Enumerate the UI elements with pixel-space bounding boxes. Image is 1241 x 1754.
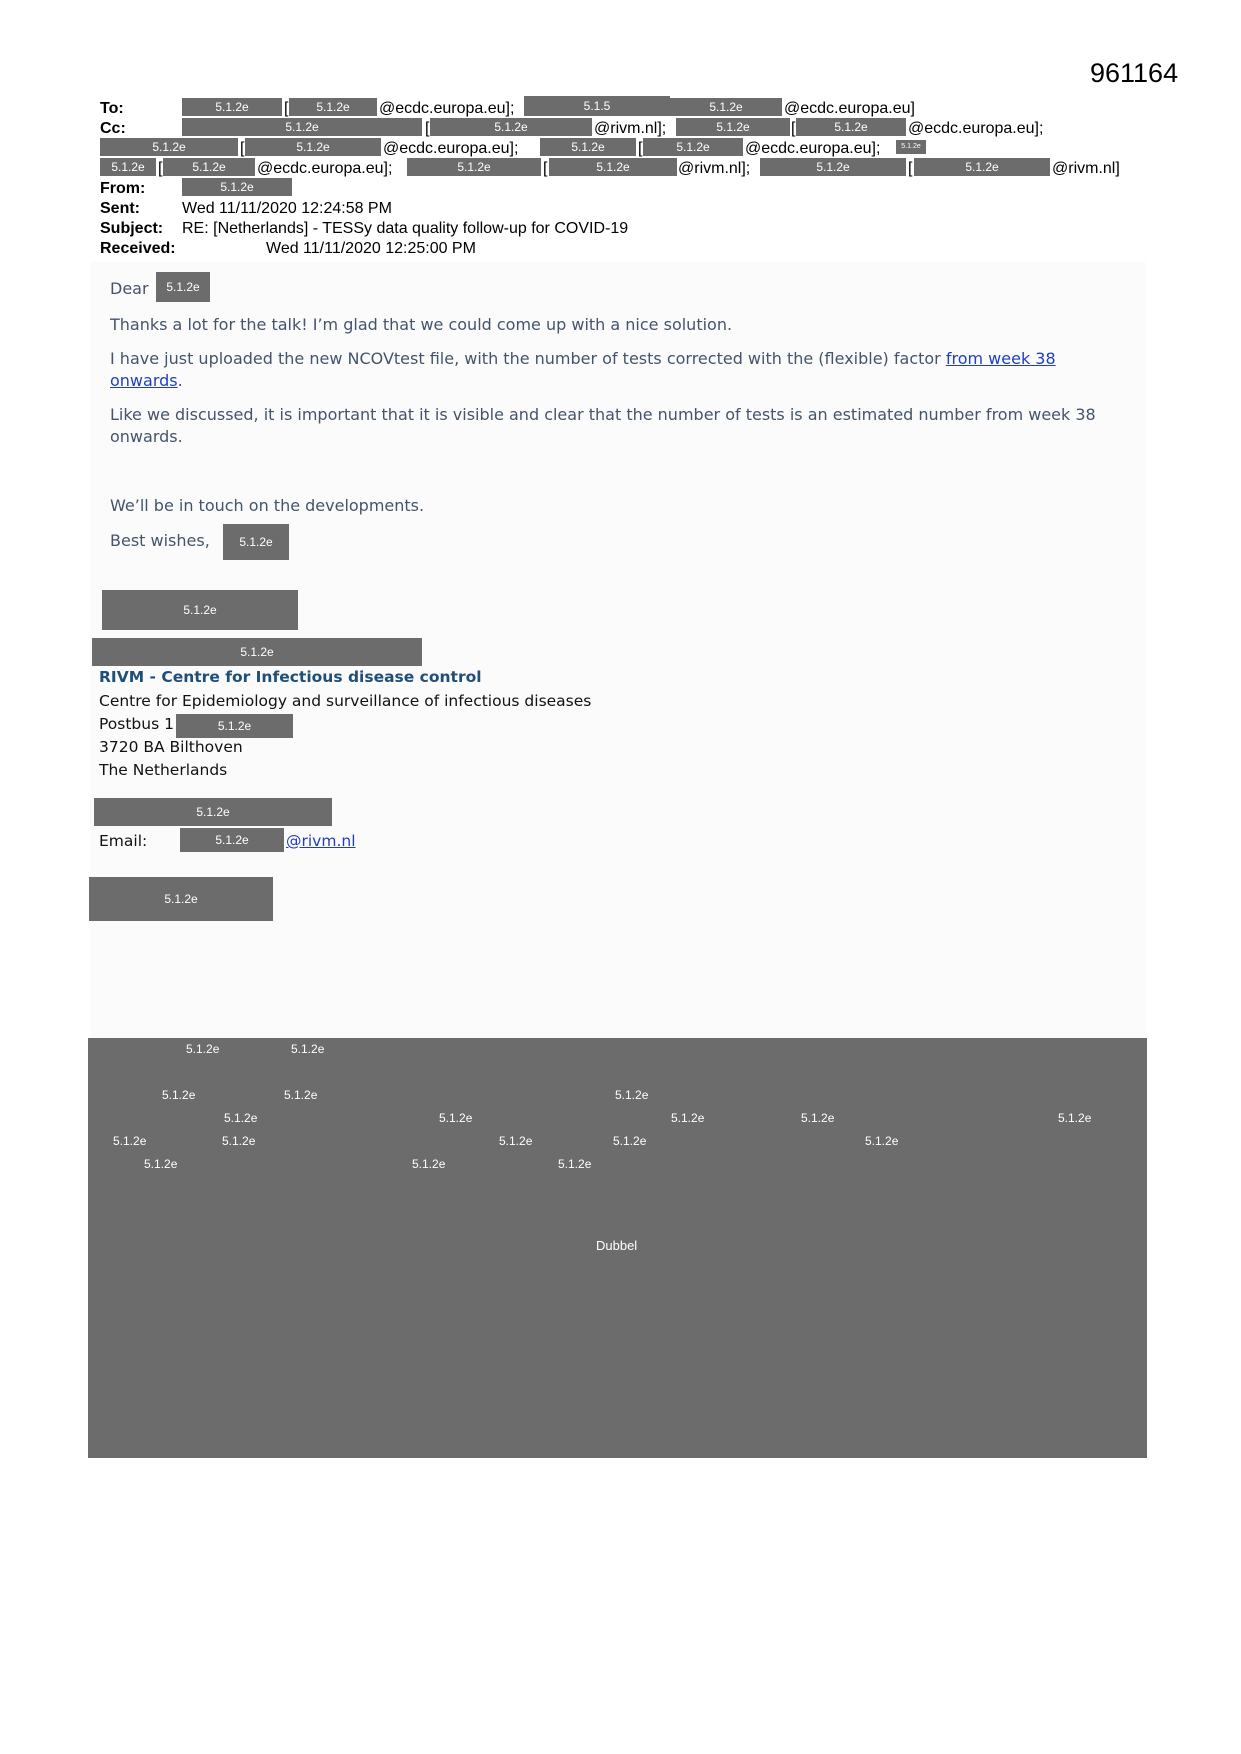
redaction-box: 5.1.2e: [100, 158, 156, 176]
redaction-code: 5.1.2e: [186, 1042, 220, 1056]
redaction-box: 5.1.2e: [289, 98, 377, 116]
redaction-box: 5.1.2e: [760, 158, 906, 176]
redaction-box: 5.1.2e: [94, 798, 332, 826]
to-label: To:: [100, 100, 124, 117]
email-domain: @rivm.nl]: [1052, 160, 1120, 177]
bracket: [: [158, 160, 163, 177]
email-domain: @ecdc.europa.eu]: [784, 100, 915, 117]
subject-value: RE: [Netherlands] - TESSy data quality follow-up for COVID-19: [182, 220, 629, 237]
redaction-box: 5.1.5: [524, 96, 670, 116]
bracket: [: [425, 120, 430, 137]
redaction-box: 5.1.2e: [182, 118, 422, 136]
bracket: [: [638, 140, 643, 157]
bracket: [: [240, 140, 245, 157]
paragraph-1: Thanks a lot for the talk! I’m glad that we could come up with a nice solution.: [110, 315, 733, 334]
redaction-code: 5.1.2e: [671, 1111, 705, 1125]
redaction-box: 5.1.2e: [670, 98, 782, 116]
redaction-box: 5.1.2e: [430, 118, 592, 136]
redaction-code: 5.1.2e: [162, 1088, 196, 1102]
redaction-code: 5.1.2e: [499, 1134, 533, 1148]
email-link[interactable]: @rivm.nl: [286, 832, 356, 850]
organization-name: RIVM - Centre for Infectious disease control: [99, 668, 482, 686]
redaction-code: 5.1.2e: [224, 1111, 258, 1125]
email-label: Email:: [99, 832, 148, 850]
redaction-box: 5.1.2e: [643, 138, 743, 156]
email-domain: @ecdc.europa.eu];: [257, 160, 393, 177]
redacted-block: [88, 1038, 1147, 1458]
postbus: Postbus 1: [99, 715, 174, 733]
redaction-code: 5.1.2e: [801, 1111, 835, 1125]
redaction-box: 5.1.2e: [102, 590, 298, 630]
week-38-link[interactable]: from week 38 onwards: [110, 349, 1056, 390]
sent-label: Sent:: [100, 200, 140, 217]
redaction-code: 5.1.2e: [412, 1157, 446, 1171]
redaction-code: 5.1.2e: [284, 1088, 318, 1102]
closing: Best wishes,: [110, 531, 210, 550]
email-domain: @rivm.nl];: [678, 160, 751, 177]
received-value: Wed 11/11/2020 12:25:00 PM: [266, 240, 476, 257]
dubbel-label: Dubbel: [596, 1238, 638, 1253]
redaction-code: 5.1.2e: [291, 1042, 325, 1056]
cc-label: Cc:: [100, 120, 126, 137]
redaction-box: 5.1.2e: [182, 98, 282, 116]
redaction-code: 5.1.2e: [865, 1134, 899, 1148]
redaction-code: 5.1.2e: [558, 1157, 592, 1171]
redaction-code: 5.1.2e: [439, 1111, 473, 1125]
country: The Netherlands: [99, 761, 228, 779]
redaction-box: 5.1.2e: [92, 638, 422, 666]
bracket: [: [543, 160, 548, 177]
redaction-box: 5.1.2e: [245, 138, 381, 156]
redaction-code: 5.1.2e: [615, 1088, 649, 1102]
redaction-box: 5.1.2e: [163, 158, 255, 176]
redaction-box: 5.1.2e: [100, 138, 238, 156]
bracket: [: [908, 160, 913, 177]
paragraph-3: Like we discussed, it is important that it is visible and clear that the number of tests is an estimated number from week 38 onwards.: [110, 405, 1096, 446]
redaction-code: 5.1.2e: [144, 1157, 178, 1171]
received-label: Received:: [100, 240, 176, 257]
redaction-box: 5.1.2e: [676, 118, 790, 136]
document-number: 961164: [1090, 58, 1179, 88]
redaction-code: 5.1.2e: [1058, 1111, 1092, 1125]
redaction-code: 5.1.2e: [113, 1134, 147, 1148]
email-domain: @ecdc.europa.eu];: [745, 140, 881, 157]
greeting: Dear: [110, 279, 149, 298]
redaction-box: 5.1.2e: [407, 158, 541, 176]
paragraph-2: [110, 348, 1130, 392]
paragraph-4: We’ll be in touch on the developments.: [110, 496, 425, 515]
department: Centre for Epidemiology and surveillance of infectious diseases: [99, 692, 592, 710]
paragraph-2-text: I have just uploaded the new NCOVtest file, with the number of tests corrected with the (flexible) factor: [110, 349, 946, 368]
redaction-code: 5.1.2e: [613, 1134, 647, 1148]
email-domain: @rivm.nl];: [594, 120, 667, 137]
redaction-box: 5.1.2e: [156, 272, 210, 302]
redaction-box: 5.1.2e: [896, 140, 926, 154]
sent-value: Wed 11/11/2020 12:24:58 PM: [182, 200, 392, 217]
email-domain: @ecdc.europa.eu];: [383, 140, 519, 157]
redaction-box: 5.1.2e: [223, 524, 289, 560]
email-domain: @ecdc.europa.eu];: [379, 100, 515, 117]
bracket: [: [791, 120, 796, 137]
redaction-box: 5.1.2e: [180, 828, 284, 852]
email-domain: @ecdc.europa.eu];: [908, 120, 1044, 137]
redaction-box: 5.1.2e: [176, 714, 293, 738]
subject-label: Subject:: [100, 220, 164, 237]
redaction-box: 5.1.2e: [89, 877, 273, 921]
redaction-box: 5.1.2e: [540, 138, 636, 156]
bracket: [: [284, 100, 289, 117]
from-label: From:: [100, 180, 146, 197]
redaction-box: 5.1.2e: [549, 158, 677, 176]
city: 3720 BA Bilthoven: [99, 738, 243, 756]
paragraph-2-end: .: [177, 371, 183, 390]
redaction-box: 5.1.2e: [914, 158, 1050, 176]
redaction-code: 5.1.2e: [222, 1134, 256, 1148]
redaction-box: 5.1.2e: [182, 178, 292, 196]
redaction-box: 5.1.2e: [796, 118, 906, 136]
